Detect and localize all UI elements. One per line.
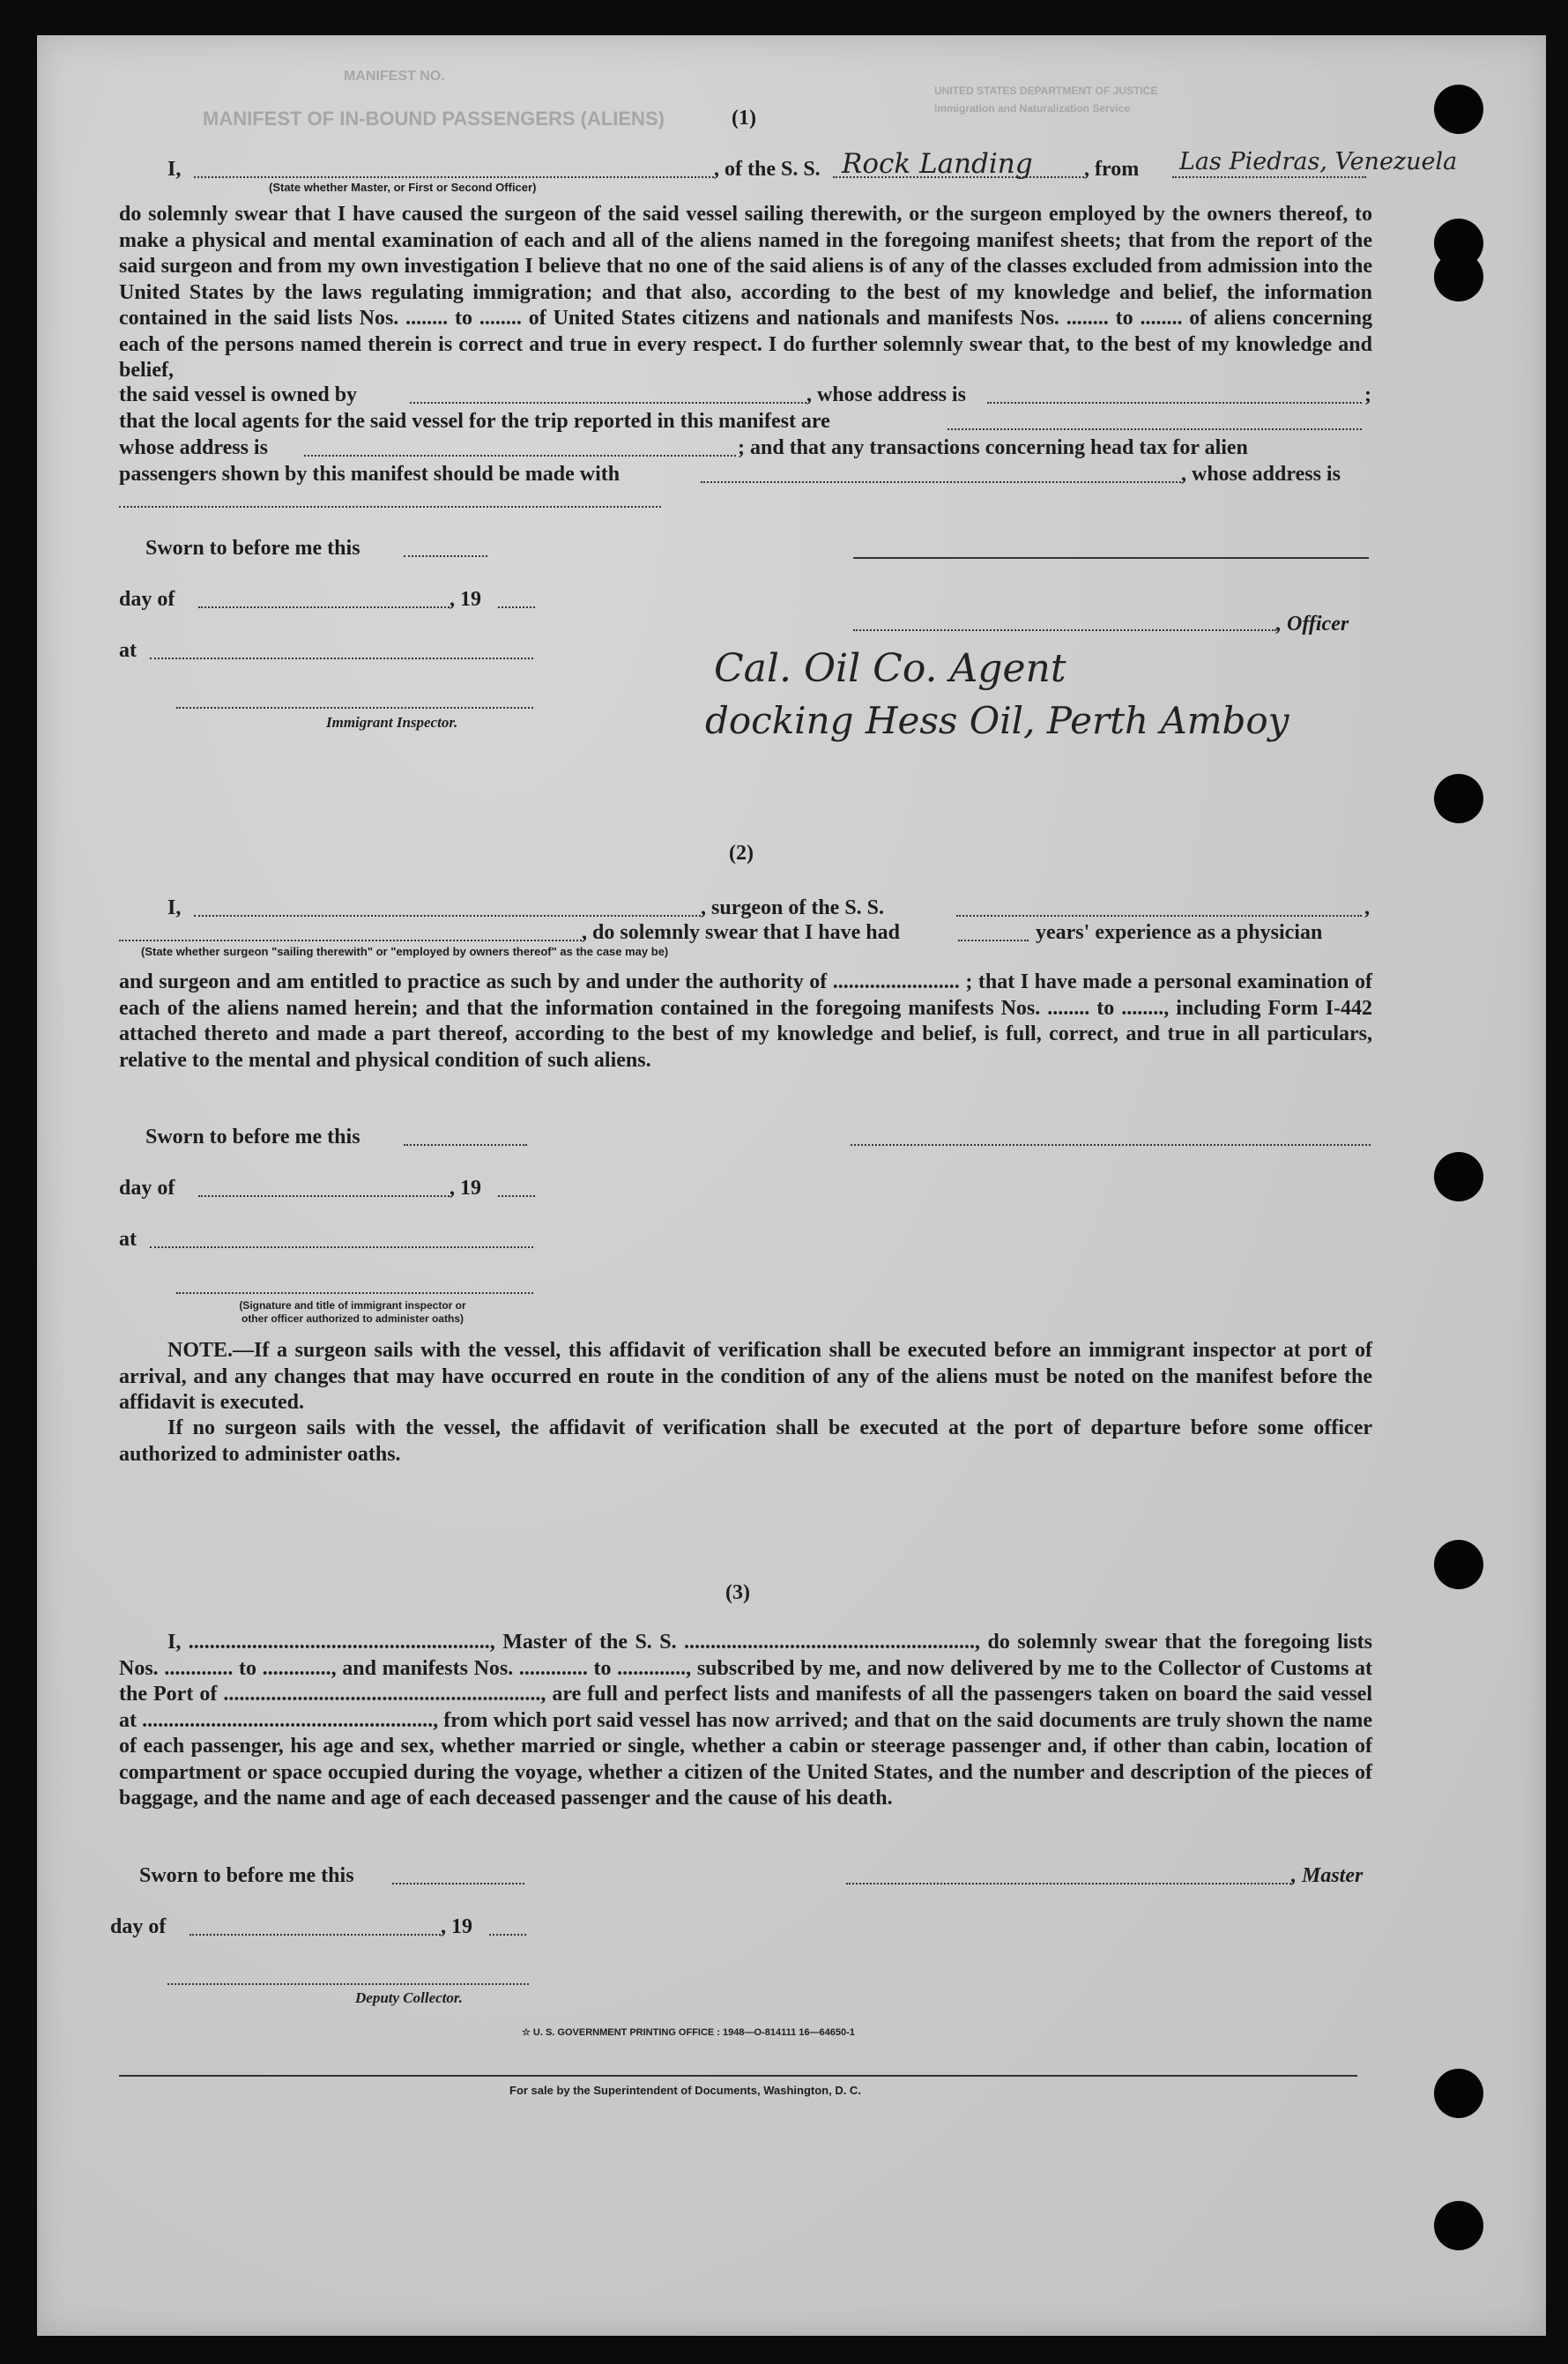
- sworn-date-field[interactable]: [404, 555, 487, 557]
- binder-hole: [1434, 774, 1483, 823]
- master-oath-paragraph: I, ........................................................., Master of the S. S. ......................................................., do solemnly swear that the foregoing lists Nos. ............. to ............., and manifests Nos. ............. to ............., subscribed by me, and now delivered by me to the Collector of Customs at the Port of ............................................................, are full and perfect lists and manifests of all the passengers taken on board the said vessel at ......................................................., from which port said vessel has now arrived; and that on the said documents are truly shown the name of each passenger, his age and sex, whether married or single, whether a cabin or steerage passenger and, if other than cabin, location of compartment or space occupied during the voyage, whether a citizen of the United States, and the number and description of the pieces of baggage, and the name and age of each deceased passenger and the cause of his death.: [119, 1631, 1372, 1810]
- semicolon: ;: [1364, 383, 1371, 406]
- binder-hole: [1434, 85, 1483, 134]
- head-tax-text: ; and that any transactions concerning head tax for alien: [738, 436, 1248, 459]
- years-experience-label: years' experience as a physician: [1036, 921, 1323, 944]
- section-number: (1): [732, 107, 756, 130]
- footer-rule: [119, 2075, 1357, 2077]
- owned-by-label: the said vessel is owned by: [119, 383, 358, 406]
- at-field[interactable]: [150, 1246, 533, 1248]
- for-sale-notice: For sale by the Superintendent of Documents, Washington, D. C.: [509, 2084, 861, 2097]
- signature-caption: (Signature and title of immigrant inspector or: [239, 1299, 466, 1312]
- comma: ,: [1364, 896, 1370, 919]
- section-number: (3): [725, 1581, 750, 1604]
- master-name-field[interactable]: [194, 176, 714, 178]
- years-field[interactable]: [958, 940, 1029, 941]
- inspector-signature-line[interactable]: [176, 1292, 533, 1294]
- year-field[interactable]: [489, 1934, 526, 1936]
- master-label: , Master: [1291, 1864, 1364, 1887]
- ship-name-field: [833, 176, 1084, 178]
- passengers-shown-text: passengers shown by this manifest should be made with: [119, 463, 621, 486]
- handwritten-note-line-1: Cal. Oil Co. Agent: [714, 646, 1066, 691]
- officer-signature-line-2[interactable]: [853, 629, 1276, 631]
- nineteen-label: , 19: [441, 1915, 472, 1938]
- from-place[interactable]: Las Piedras, Venezuela: [1179, 148, 1458, 175]
- sworn-label: Sworn to before me this: [139, 1864, 354, 1887]
- faint-header-text: MANIFEST NO.: [344, 69, 445, 84]
- from-label: , from: [1084, 158, 1140, 181]
- sworn-label: Sworn to before me this: [145, 1126, 360, 1149]
- sworn-date-field[interactable]: [392, 1883, 524, 1885]
- head-tax-address-field[interactable]: [119, 506, 661, 508]
- officer-label: , Officer: [1276, 613, 1349, 636]
- master-signature-line[interactable]: [846, 1883, 1291, 1885]
- sworn-date-field[interactable]: [404, 1144, 527, 1146]
- gpo-imprint: ☆ U. S. GOVERNMENT PRINTING OFFICE : 1948—O-814111 16—64650-1: [522, 2027, 855, 2038]
- immigrant-inspector-line[interactable]: [176, 707, 533, 709]
- day-of-label: day of: [110, 1915, 167, 1938]
- surgeon-oath-paragraph: and surgeon and am entitled to practice as such by and under the authority of ........................ ; that I have made a personal examination of each of the aliens named herein; and that the information contained in the foregoing manifests Nos. ........ to ........, including Form I-442 attached thereto and made a part thereof, according to the best of my knowledge and belief, is full, correct, and true in all particulars, relative to the mental and physical condition of such aliens.: [119, 970, 1372, 1072]
- surgeon-signature-line[interactable]: [851, 1144, 1371, 1146]
- immigrant-inspector-label: Immigrant Inspector.: [326, 714, 458, 731]
- binder-hole: [1434, 1152, 1483, 1201]
- surgeon-of-label: , surgeon of the S. S.: [701, 896, 885, 919]
- day-of-field[interactable]: [198, 606, 450, 608]
- binder-hole: [1434, 2201, 1483, 2250]
- binder-hole: [1434, 1540, 1483, 1589]
- of-ss-label: , of the S. S.: [714, 158, 821, 181]
- i-label: I,: [167, 896, 182, 919]
- surgeon-name-field[interactable]: [194, 915, 701, 917]
- i-label: I,: [167, 158, 182, 181]
- oath-paragraph-1: do solemnly swear that I have caused the surgeon of the said vessel sailing therewith, or the surgeon employed by the owners thereof, to make a physical and mental examination of each and all of the aliens named in the foregoing manifest sheets; that from the report of the said surgeon and from my own investigation I believe that no one of the said aliens is of any of the classes excluded from admission into the United States by the laws regulating immigration; and that also, according to the best of my knowledge and belief, the information contained in the said lists Nos. ........ to ........ of United States citizens and nationals and manifests Nos. ........ to ........ of aliens concerning each of the persons named therein is correct and true in every respect. I do further solemnly swear that, to the best of my knowledge and belief,: [119, 203, 1372, 382]
- day-of-field[interactable]: [189, 1934, 441, 1936]
- binder-hole: [1434, 2069, 1483, 2118]
- sworn-label: Sworn to before me this: [145, 537, 360, 560]
- owner-address-field[interactable]: [987, 402, 1362, 404]
- day-of-field[interactable]: [198, 1195, 450, 1197]
- ship-name[interactable]: Rock Landing: [842, 148, 1033, 180]
- day-of-label: day of: [119, 588, 175, 611]
- head-tax-contact-field[interactable]: [701, 481, 1181, 483]
- year-field[interactable]: [498, 1195, 535, 1197]
- agent-address-field[interactable]: [304, 455, 736, 457]
- whose-address-label-2: whose address is: [119, 436, 268, 459]
- from-place-field: [1172, 176, 1366, 178]
- day-of-label: day of: [119, 1177, 175, 1200]
- at-label: at: [119, 639, 137, 662]
- whose-address-label-3: , whose address is: [1181, 463, 1341, 486]
- nineteen-label: , 19: [450, 588, 481, 611]
- at-field[interactable]: [150, 658, 533, 659]
- local-agents-label: that the local agents for the said vessel for the trip reported in this manifest are: [119, 410, 830, 433]
- master-caption: (State whether Master, or First or Second Officer): [269, 181, 537, 194]
- surgeon-status-field[interactable]: [119, 940, 582, 941]
- note-paragraph-2: If no surgeon sails with the vessel, the affidavit of verification shall be executed at the port of departure before some officer authorized to administer oaths.: [119, 1416, 1372, 1466]
- whose-address-label: , whose address is: [806, 383, 966, 406]
- binder-hole: [1434, 252, 1483, 301]
- swear-label: , do solemnly swear that I have had: [582, 921, 900, 944]
- surgeon-caption: (State whether surgeon "sailing therewith" or "employed by owners thereof" as the case may be): [141, 945, 669, 958]
- faint-header-text: UNITED STATES DEPARTMENT OF JUSTICE: [934, 85, 1158, 97]
- officer-signature-line-1[interactable]: [853, 557, 1369, 559]
- year-field[interactable]: [498, 606, 535, 608]
- at-label: at: [119, 1228, 137, 1251]
- signature-caption: other officer authorized to administer oaths): [241, 1312, 464, 1325]
- nineteen-label: , 19: [450, 1177, 481, 1200]
- faint-header-text: MANIFEST OF IN-BOUND PASSENGERS (ALIENS): [203, 108, 665, 130]
- handwritten-note-line-2: docking Hess Oil, Perth Amboy: [705, 699, 1289, 742]
- local-agents-field[interactable]: [947, 428, 1362, 430]
- owner-field[interactable]: [410, 402, 806, 404]
- surgeon-ship-field[interactable]: [956, 915, 1362, 917]
- note-paragraph: NOTE.—If a surgeon sails with the vessel, this affidavit of verification shall be executed before an immigrant inspector at port of arrival, and any changes that may have occurred en route in the condition of any of the aliens must be noted on the manifest before the affidavit is executed.: [119, 1339, 1372, 1414]
- deputy-collector-line[interactable]: [167, 1983, 529, 1985]
- faint-header-text: Immigration and Naturalization Service: [934, 102, 1131, 115]
- deputy-collector-label: Deputy Collector.: [355, 1989, 463, 2006]
- section-number: (2): [729, 842, 754, 865]
